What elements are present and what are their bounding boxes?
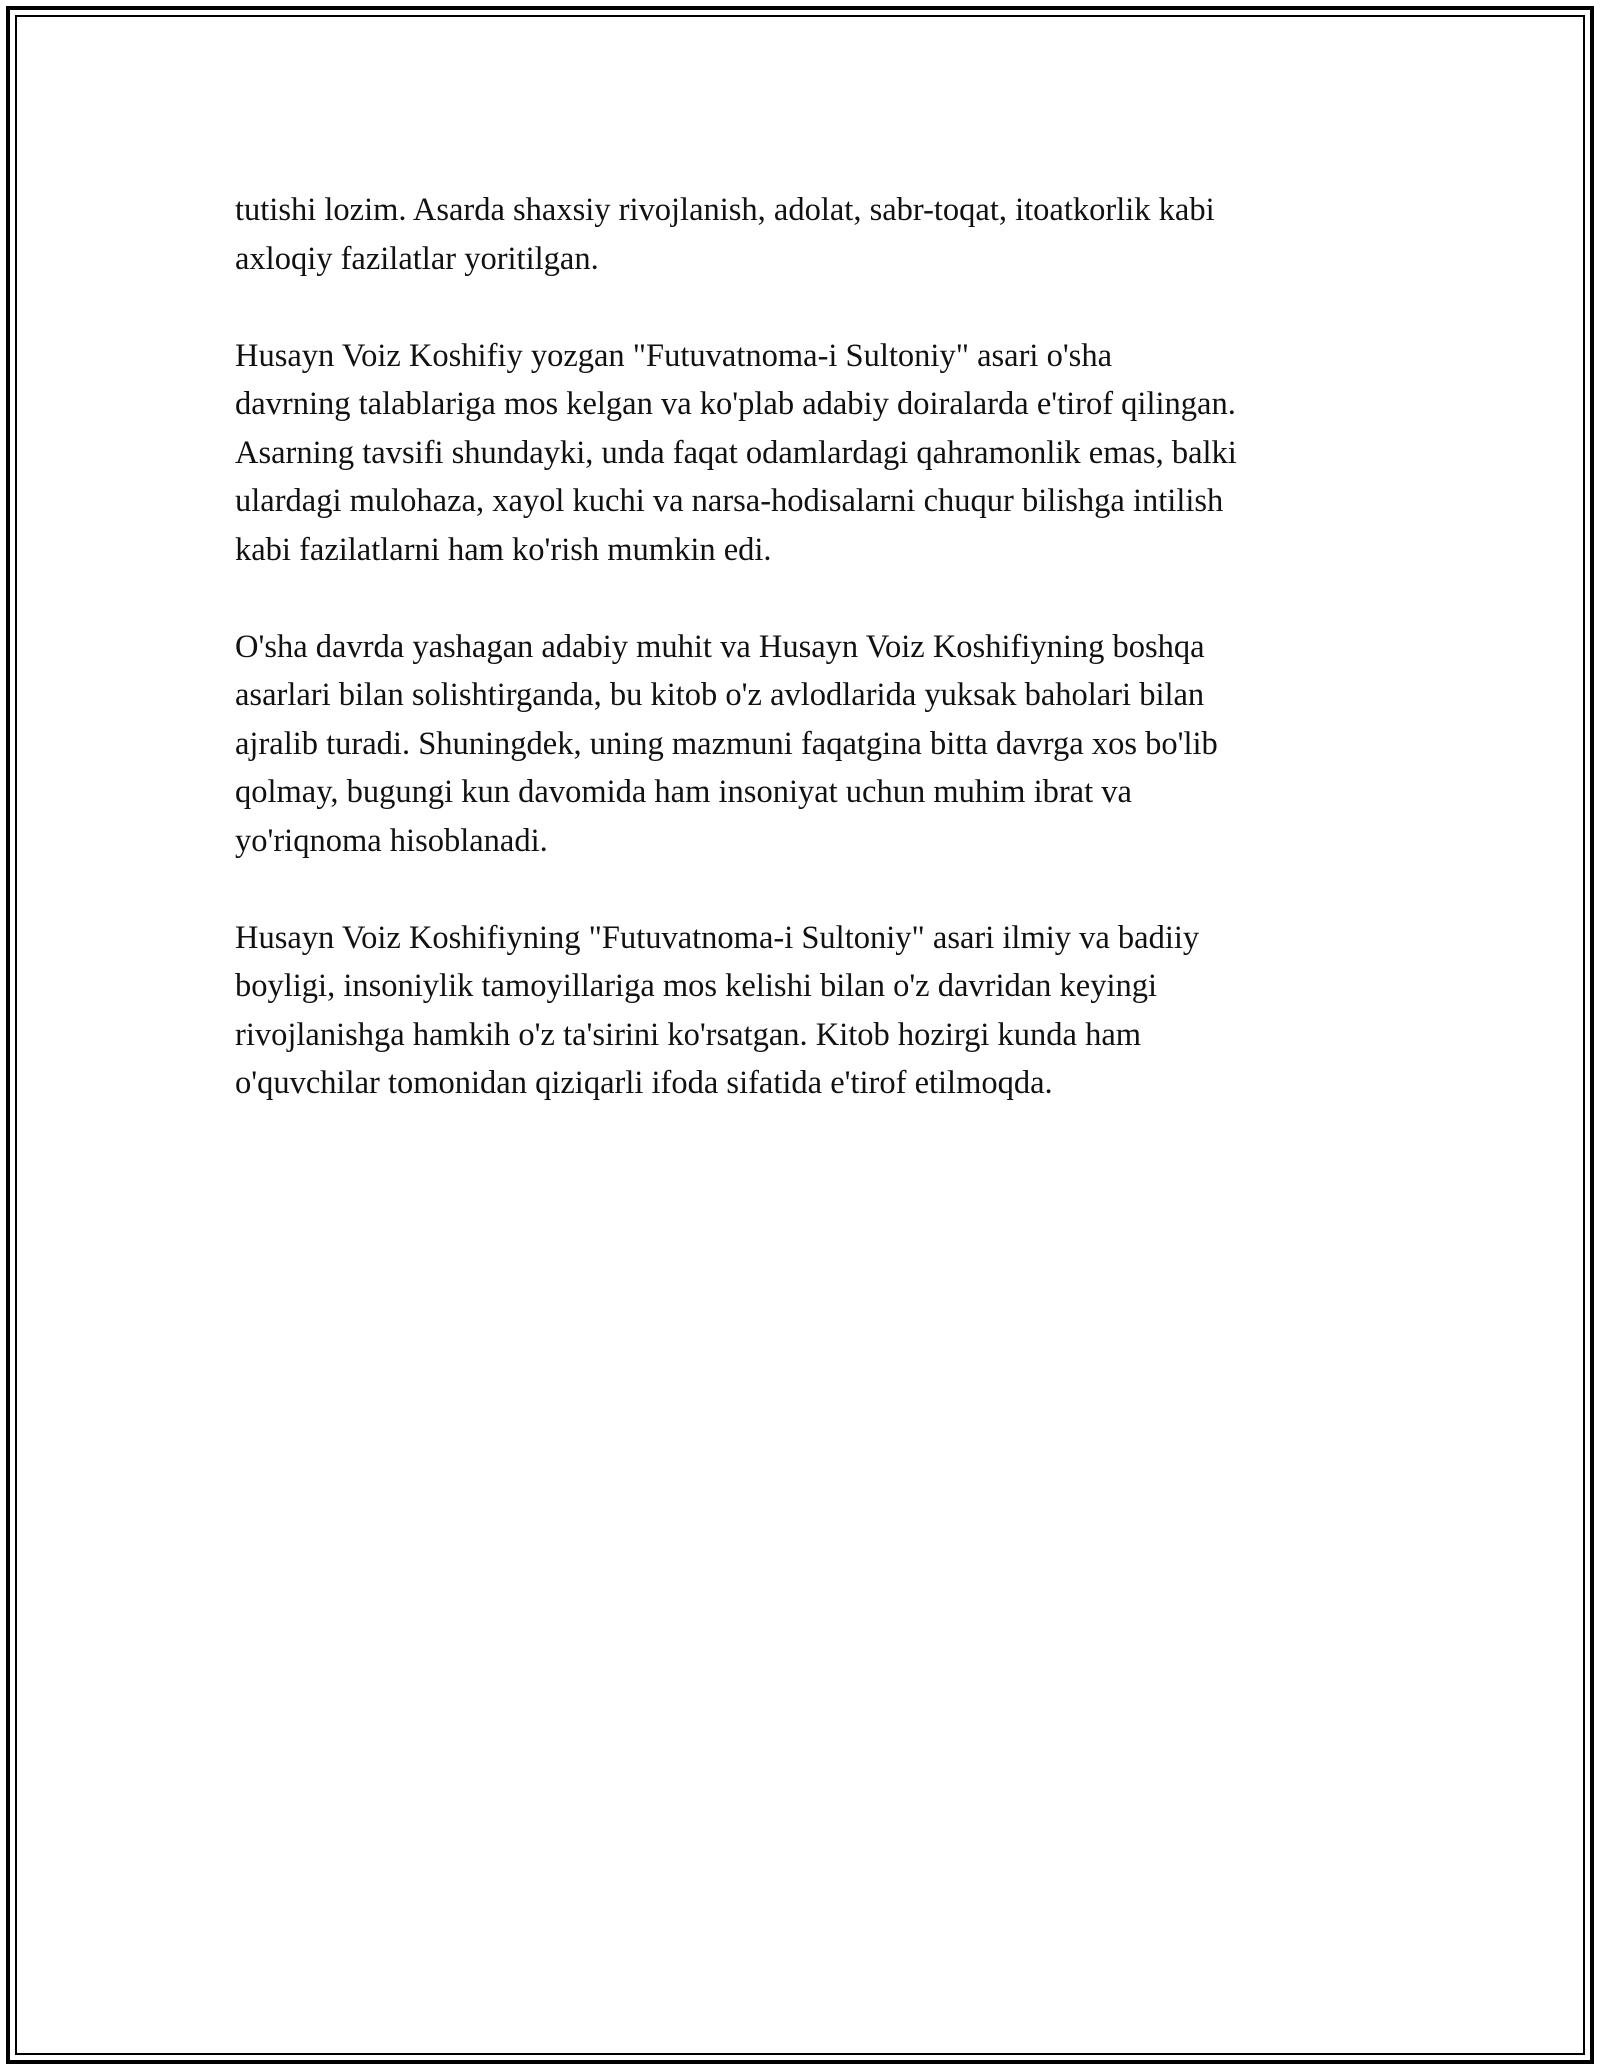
text-line: Husayn Voiz Koshifiyning "Futuvatnoma-i Sultoniy" asari ilmiy va badiiy	[235, 919, 1200, 956]
document-body	[235, 186, 1375, 1156]
text-line: axloqiy fazilatlar yoritilgan.	[235, 240, 599, 277]
text-line: kabi fazilatlarni ham ko'rish mumkin edi.	[235, 531, 772, 568]
text-line: davrning talablariga mos kelgan va ko'plab adabiy doiralarda e'tirof qilingan.	[235, 386, 1236, 422]
paragraph-3	[235, 623, 1375, 866]
text-line: asarlari bilan solishtirganda, bu kitob o'z avlodlarida yuksak baholari bilan	[235, 677, 1205, 713]
text-line: o'quvchilar tomonidan qiziqarli ifoda sifatida e'tirof etilmoqda.	[235, 1065, 1053, 1101]
text-line: rivojlanishga hamkih o'z ta'sirini ko'rsatgan. Kitob hozirgi kunda ham	[235, 1016, 1142, 1053]
text-line: ajralib turadi. Shuningdek, uning mazmuni faqatgina bitta davrga xos bo'lib	[235, 725, 1218, 762]
paragraph-1	[235, 186, 1375, 283]
text-line: ulardagi mulohaza, xayol kuchi va narsa-hodisalarni chuqur bilishga intilish	[235, 483, 1224, 519]
text-line: Husayn Voiz Koshifiy yozgan "Futuvatnoma-i Sultoniy" asari o'sha	[235, 337, 1113, 374]
text-line: boyligi, insoniylik tamoyillariga mos kelishi bilan o'z davridan keyingi	[235, 968, 1158, 1004]
text-line: Asarning tavsifi shundayki, unda faqat odamlardagi qahramonlik emas, balki	[235, 434, 1237, 471]
paragraph-2	[235, 332, 1375, 575]
text-line: qolmay, bugungi kun davomida ham insoniyat uchun muhim ibrat va	[235, 774, 1132, 810]
paragraph-4	[235, 914, 1375, 1108]
text-line: O'sha davrda yashagan adabiy muhit va Husayn Voiz Koshifiyning boshqa	[235, 628, 1205, 665]
text-line: yo'riqnoma hisoblanadi.	[235, 822, 548, 859]
text-line: tutishi lozim. Asarda shaxsiy rivojlanish, adolat, sabr-toqat, itoatkorlik kabi	[235, 192, 1215, 228]
